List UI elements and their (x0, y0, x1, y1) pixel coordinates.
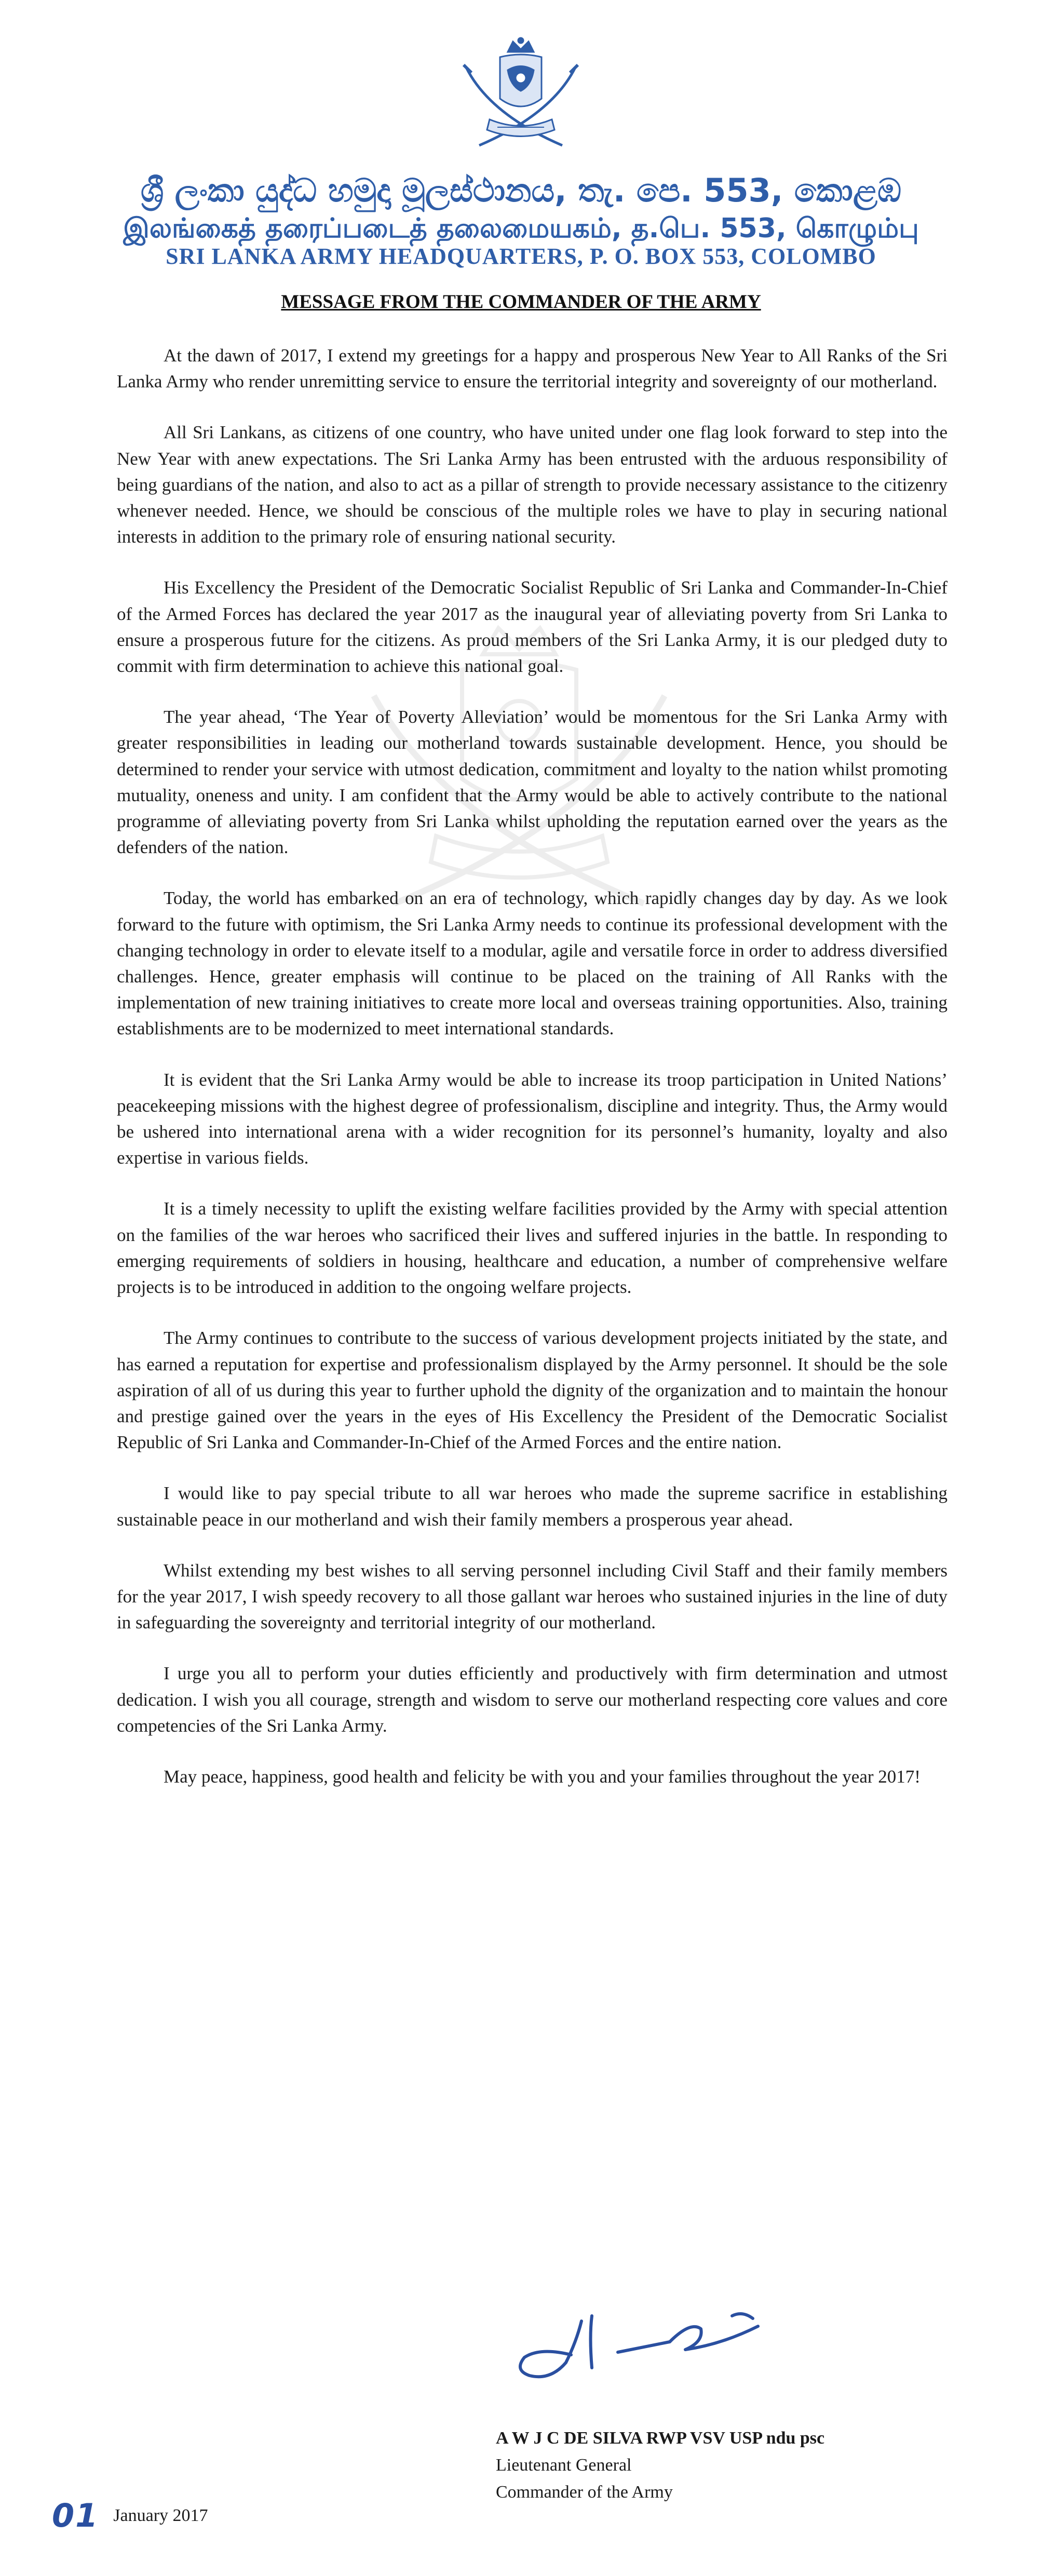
signatory-appointment: Commander of the Army (496, 2483, 673, 2502)
message-body (117, 343, 948, 1815)
signatory-block (496, 2425, 824, 2506)
paragraph: The year ahead, ‘The Year of Poverty Alleviation’ would be momentous for the Sri Lanka Army with greater responsibilities in leading our motherland towards sustainable development. Hence, you should be determined to render your service with utmost dedication, commitment and loyalty to the nation whilst promoting mutuality, oneness and unity. I am confident that the Army would be able to actively contribute to the national programme of alleviating poverty from Sri Lanka whilst upholding the reputation earned over the years as the defenders of the nation. (117, 707, 948, 858)
paragraph: It is a timely necessity to uplift the existing welfare facilities provided by the Army with special attention on the families of the war heroes who sacrificed their lives and suffered injuries in the battle. In responding to emerging requirements of soldiers in housing, healthcare and education, a number of comprehensive welfare projects is to be introduced in addition to the ongoing welfare projects. (117, 1198, 948, 1298)
paragraph: It is evident that the Sri Lanka Army would be able to increase its troop participation in United Nations’ peacekeeping missions with the highest degree of professionalism, discipline and integrity. Thus, the Army would be ushered into international arena with a wider recognition for its personnel’s humanity, loyalty and also expertise in various fields. (117, 1069, 948, 1168)
paragraph: The Army continues to contribute to the success of various development projects initiated by the state, and has earned a reputation for expertise and professionalism displayed by the Army personnel. It should be the sole aspiration of all of us during this year to further uphold the dignity of the organization and to maintain the honour and prestige gained over the years in the eyes of His Excellency the President of the Democratic Socialist Republic of Sri Lanka and Commander-In-Chief of the Armed Forces and the entire nation. (117, 1328, 948, 1453)
paragraph: His Excellency the President of the Democratic Socialist Republic of Sri Lanka and Commander-In-Chief of the Armed Forces has declared the year 2017 as the inaugural year of alleviating poverty from Sri Lanka to ensure a prosperous future for the citizens. As proud members of the Sri Lanka Army, it is our pledged duty to commit with firm determination to achieve this national goal. (117, 577, 948, 677)
handwritten-signature (514, 2305, 784, 2383)
letter-date (52, 2497, 208, 2534)
header-tamil: இலங்கைத் தரைப்படைத் தலைமையகம், த.பெ. 553, கொழும்பு (123, 213, 919, 244)
paragraph: I urge you all to perform your duties efficiently and productively with firm determination and utmost dedication. I wish you all courage, strength and wisdom to serve our motherland respecting core values and core competencies of the Sri Lanka Army. (117, 1663, 948, 1736)
signatory-name: A W J C DE SILVA RWP VSV USP ndu psc (496, 2429, 825, 2448)
header-english: SRI LANKA ARMY HEADQUARTERS, P. O. BOX 553, COLOMBO (166, 244, 876, 269)
paragraph: I would like to pay special tribute to all war heroes who made the supreme sacrifice in establishing sustainable peace in our motherland and wish their family members a prosperous year ahead. (117, 1483, 948, 1530)
paragraph: Today, the world has embarked on an era of technology, which rapidly changes day by day. As we look forward to the future with optimism, the Sri Lanka Army needs to continue its professional development with the changing technology in order to elevate itself to a modular, agile and versatile force in order to address diversified challenges. Hence, greater emphasis will continue to be placed on the training of All Ranks with the implementation of new training initiatives to create more local and overseas training opportunities. Also, training establishments are to be modernized to meet international standards. (117, 888, 948, 1039)
header-sinhala: ශ්‍රී ලංකා යුද්ධ හමුදා මූලස්ථානය, තැ. පෙ. 553, කොළඹ (140, 171, 902, 209)
signatory-rank: Lieutenant General (496, 2456, 632, 2475)
message-title: MESSAGE FROM THE COMMANDER OF THE ARMY (281, 291, 761, 313)
paragraph: All Sri Lankans, as citizens of one country, who have united under one flag look forward to step into the New Year with anew expectations. The Sri Lanka Army has been entrusted with the arduous responsibility of being guardians of the nation, and also to act as a pillar of strength to provide necessary assistance to the citizenry whenever needed. Hence, we should be conscious of the multiple roles we have to play in securing national interests in addition to the primary role of ensuring national security. (117, 422, 948, 547)
date-day-handwritten: 01 (52, 2497, 99, 2534)
army-crest-icon (458, 36, 583, 156)
date-month-year: January 2017 (113, 2505, 208, 2525)
paragraph: At the dawn of 2017, I extend my greetings for a happy and prosperous New Year to All Ranks of the Sri Lanka Army who render unremitting service to ensure the territorial integrity and sovereignty of our motherland. (117, 345, 948, 392)
paragraph: May peace, happiness, good health and felicity be with you and your families throughout the year 2017! (164, 1766, 921, 1787)
paragraph: Whilst extending my best wishes to all serving personnel including Civil Staff and their family members for the year 2017, I wish speedy recovery to all those gallant war heroes who sustained injuries in the line of duty in safeguarding the sovereignty and territorial integrity of our motherland. (117, 1560, 948, 1633)
